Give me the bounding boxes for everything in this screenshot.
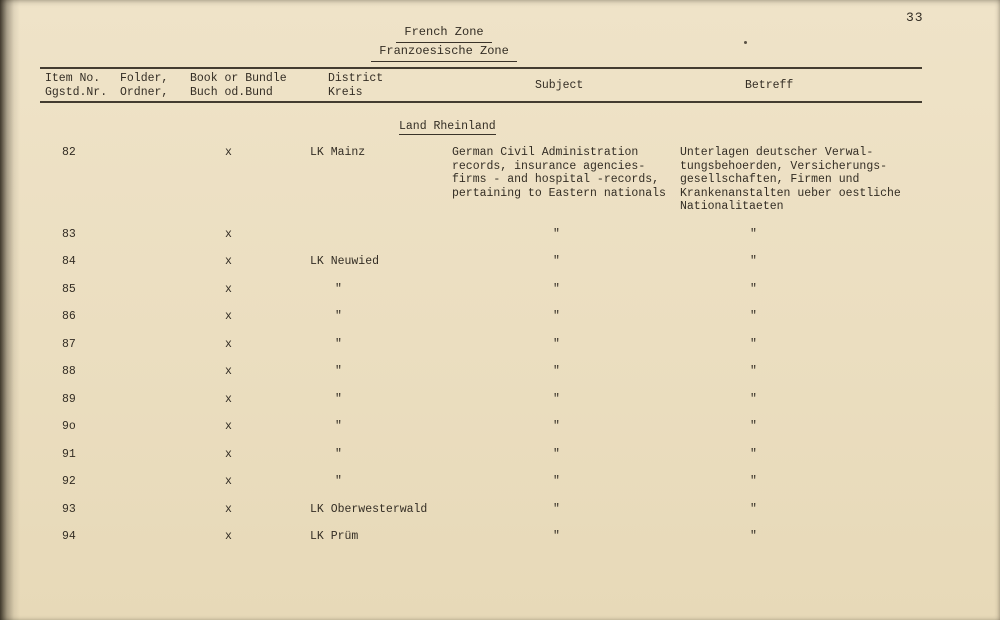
cell-book: x [225,502,232,516]
table-body [45,146,930,558]
table-row [45,255,930,269]
cell-book: x [225,365,232,378]
table-row [45,420,930,434]
cell-betreff: " [750,337,757,351]
table-row [45,310,930,324]
cell-district: LK Mainz [310,146,366,159]
cell-folder [105,310,175,324]
cell-item-no: 86 [62,310,76,323]
horizontal-rule-top [40,67,922,69]
cell-folder [105,255,175,269]
header-folder-de: Ordner, [120,86,169,99]
table-row [45,228,930,242]
cell-subject: " [553,227,560,241]
cell-district: " [335,420,342,433]
cell-book: x [225,530,232,543]
table-row [45,530,930,544]
cell-item-no: 92 [62,475,76,488]
cell-book: x [225,227,232,241]
section-heading: Land Rheinland [399,120,496,133]
table-row [45,393,930,407]
cell-betreff: " [750,420,757,433]
cell-subject: " [553,365,560,378]
cell-betreff: " [750,447,757,461]
cell-book: x [225,146,232,159]
table-row [45,338,930,352]
table-row [45,283,930,297]
cell-subject: " [553,530,560,543]
cell-district: LK Neuwied [310,255,380,268]
cell-betreff: " [750,310,757,323]
title-german: Franzoesische Zone [371,43,517,62]
cell-book: x [225,447,232,461]
cell-folder [105,228,175,242]
cell-folder [105,448,175,462]
cell-subject: " [553,420,560,433]
scan-edge-shadow [0,0,20,620]
cell-district: " [335,447,342,461]
header-subject: Subject [535,79,584,92]
cell-book: x [225,475,232,488]
cell-item-no: 82 [62,146,76,159]
page-number: 33 [906,10,924,25]
cell-betreff: Unterlagen deutscher Verwal- tungsbehoerden, Versicherungs- gesellschaften, Firmen und Krankenanstalten ueber oestliche Nationalitaeten [680,146,901,213]
header-folder [105,72,175,100]
cell-betreff: " [750,282,757,296]
header-book-en: Book or Bundle [190,72,287,85]
cell-district: LK Prüm [310,530,359,543]
header-book-or-bundle [175,72,293,100]
cell-betreff: " [750,227,757,241]
cell-district: " [335,392,342,406]
cell-folder [105,283,175,297]
cell-betreff: " [750,365,757,378]
cell-subject: " [553,447,560,461]
table-row [45,448,930,462]
cell-subject: German Civil Administration records, insurance agencies- firms - and hospital -records, pertaining to Eastern nationals [452,146,666,200]
header-district-de: Kreis [328,86,363,99]
page-title [344,24,544,62]
header-item-no [45,72,108,100]
cell-betreff: " [750,255,757,268]
cell-district [293,228,445,242]
cell-book: x [225,282,232,296]
cell-item-no: 89 [62,392,76,406]
cell-item-no: 9o [62,420,76,433]
cell-folder [105,338,175,352]
cell-item-no: 91 [62,447,76,461]
cell-item-no: 88 [62,365,76,378]
cell-item-no: 94 [62,530,76,543]
cell-book: x [225,392,232,406]
cell-district: " [335,337,342,351]
cell-item-no: 85 [62,282,76,296]
cell-district: " [335,282,342,296]
table-row [45,146,930,214]
cell-book: x [225,310,232,323]
cell-subject: " [553,337,560,351]
cell-folder [105,420,175,434]
header-district [293,72,445,100]
table-row [45,475,930,489]
title-english: French Zone [396,24,491,43]
table-row [45,503,930,517]
cell-folder [105,530,175,544]
cell-betreff: " [750,502,757,516]
cell-subject: " [553,282,560,296]
horizontal-rule-header [40,101,922,103]
cell-book: x [225,420,232,433]
cell-district: " [335,475,342,488]
cell-folder [105,146,175,214]
header-folder-en: Folder, [120,72,169,85]
cell-folder [105,503,175,517]
cell-folder [105,475,175,489]
cell-betreff: " [750,392,757,406]
cell-subject: " [553,392,560,406]
cell-item-no: 84 [62,255,76,268]
cell-district: " [335,365,342,378]
cell-subject: " [553,255,560,268]
header-item-no-de: Ggstd.Nr. [45,86,108,99]
cell-subject: " [553,502,560,516]
cell-subject: " [553,475,560,488]
cell-item-no: 87 [62,337,76,351]
cell-folder [105,365,175,379]
table-header-row [45,72,930,100]
cell-betreff: " [750,475,757,488]
cell-folder [105,393,175,407]
cell-betreff: " [750,530,757,543]
cell-district: LK Oberwesterwald [310,502,428,516]
header-district-en: District [328,72,384,85]
header-item-no-en: Item No. [45,72,101,85]
scan-speck [744,41,747,44]
table-row [45,365,930,379]
cell-book: x [225,337,232,351]
cell-subject: " [553,310,560,323]
cell-item-no: 93 [62,502,76,516]
header-book-de: Buch od.Bund [190,86,273,99]
cell-district: " [335,310,342,323]
cell-item-no: 83 [62,227,76,241]
cell-book: x [225,255,232,268]
header-betreff: Betreff [745,79,794,92]
